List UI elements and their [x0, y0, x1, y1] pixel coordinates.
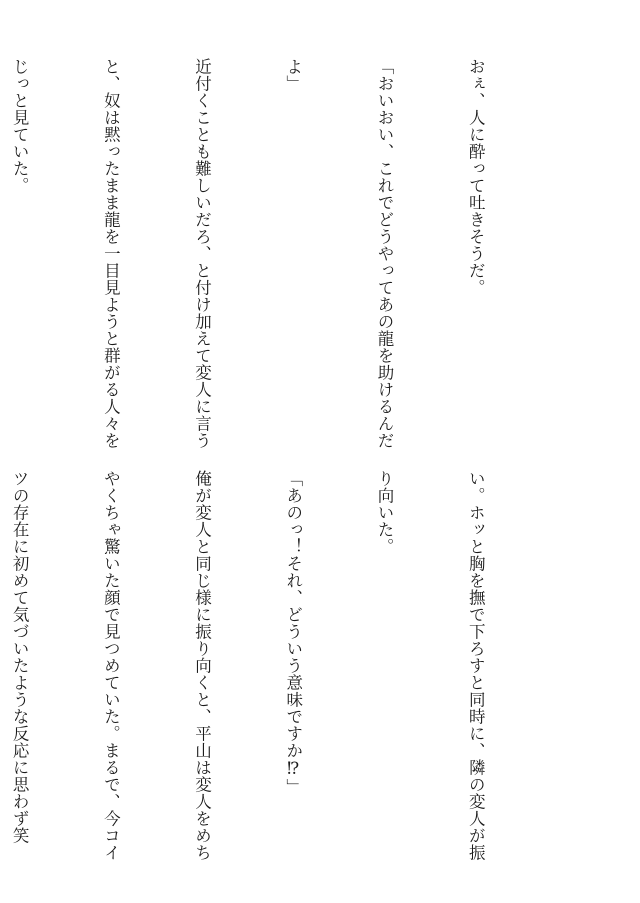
text-line: 「おいおい、これでどうやってあの龍を助けるんだ [374, 58, 394, 449]
text-line: ツの存在に初めて気づいたような反応に思わず笑 [10, 470, 30, 844]
text-line: 近付くことも難しいだろ、と付け加えて変人に言う [192, 58, 212, 449]
text-line: い。ホッと胸を撫で下ろすと同時に、隣の変人が振 [466, 470, 486, 861]
text-line: よ」 [283, 58, 303, 92]
text-line: おぇ、人に酔って吐きそうだ。 [466, 58, 486, 296]
text-block-upper [0, 58, 551, 449]
text-block-lower [0, 470, 551, 861]
text-line: り向いた。 [374, 470, 394, 555]
text-line: と、奴は黙ったまま龍を一目見ようと群がる人々を [101, 58, 121, 449]
text-line: じっと見ていた。 [10, 58, 30, 194]
text-line: 俺が変人と同じ様に振り向くと、平山は変人をめち [192, 470, 212, 861]
text-line: 「あのっ！それ、どういう意味ですか⁉」 [283, 470, 303, 796]
text-line: やくちゃ驚いた顔で見つめていた。まるで、今コイ [101, 470, 121, 861]
